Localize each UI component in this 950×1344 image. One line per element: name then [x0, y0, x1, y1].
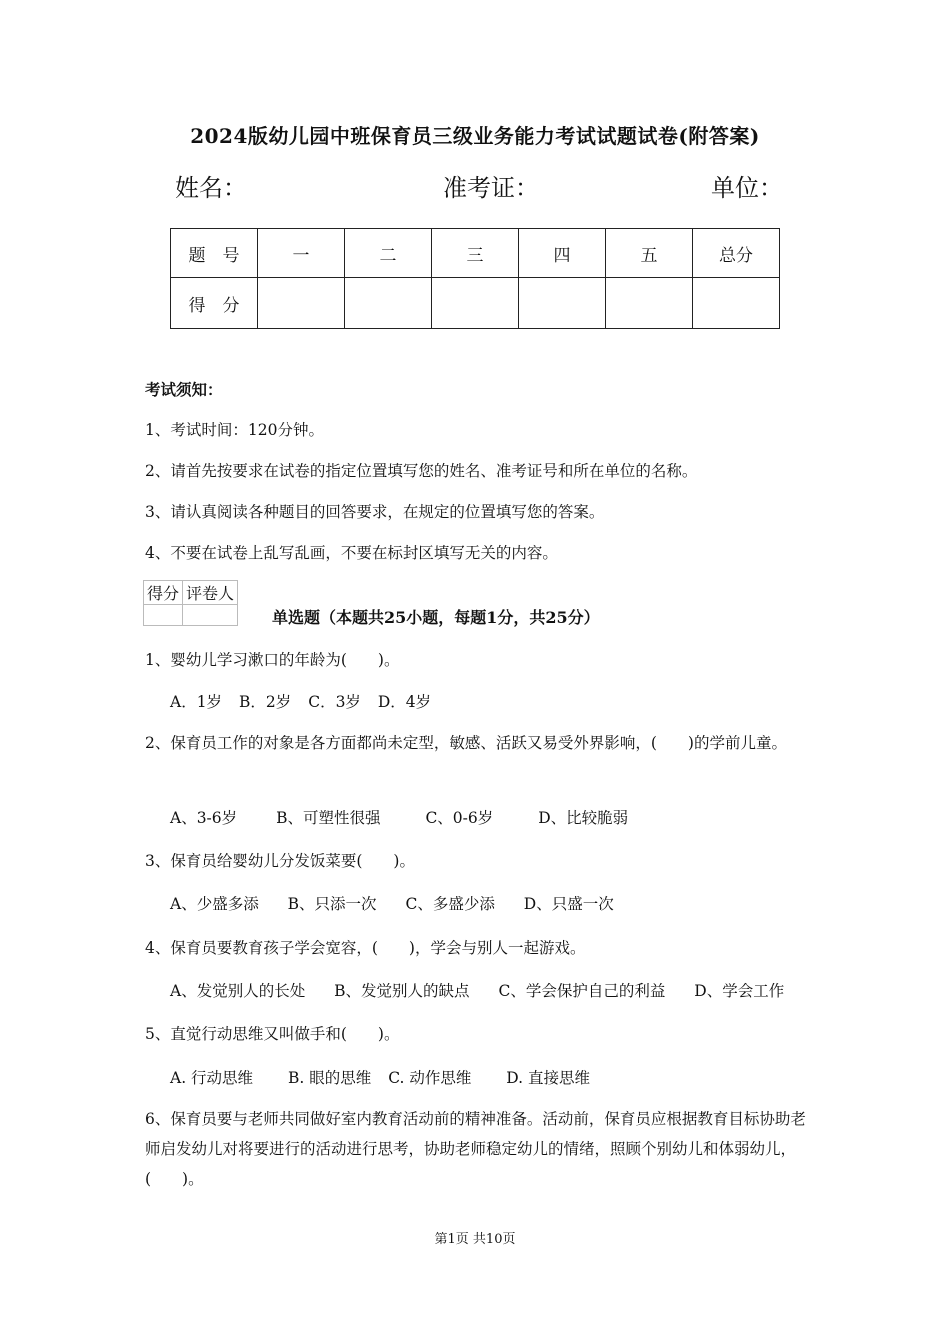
question-stem: 3、保育员给婴幼儿分发饭菜要( )。 [145, 852, 415, 870]
score-cell [432, 278, 519, 329]
question-stem: 2、保育员工作的对象是各方面都尚未定型，敏感、活跃又易受外界影响，( )的学前儿童。 [145, 734, 787, 752]
name-field-label: 姓名： [175, 174, 247, 202]
score-table [170, 228, 780, 329]
option: C、0-6岁 [425, 809, 494, 827]
score-row-label: 得 分 [171, 278, 258, 329]
score-cell [519, 278, 606, 329]
page-title: 2024版幼儿园中班保育员三级业务能力考试试题试卷(附答案) [190, 124, 760, 148]
grader-reviewer-label: 评卷人 [183, 581, 238, 605]
question-stem: 1、婴幼儿学习漱口的年龄为( )。 [145, 651, 400, 669]
notice-heading: 考试须知： [145, 380, 223, 399]
question-options [170, 690, 443, 712]
option: D．4岁 [377, 693, 432, 711]
question-options [170, 979, 796, 1001]
score-cell [693, 278, 780, 329]
score-cell [258, 278, 345, 329]
question-options [170, 1066, 602, 1088]
option: D、只盛一次 [523, 895, 614, 913]
option: C、学会保护自己的利益 [498, 982, 666, 1000]
option: B、发觉别人的缺点 [334, 982, 470, 1000]
option: B、只添一次 [287, 895, 377, 913]
option: C、多盛少添 [405, 895, 495, 913]
exam-id-field-label: 准考证： [443, 174, 539, 202]
option: A、少盛多添 [170, 895, 259, 913]
notice-item: 4、不要在试卷上乱写乱画，不要在标封区填写无关的内容。 [145, 544, 558, 562]
option: C. 动作思维 [388, 1069, 472, 1087]
score-table-header-cell: 三 [432, 229, 519, 278]
unit-field-label: 单位： [711, 174, 783, 202]
section-title: 单选题（本题共25小题，每题1分，共25分） [272, 608, 600, 627]
option: A、发觉别人的长处 [170, 982, 306, 1000]
option: A. 行动思维 [170, 1069, 254, 1087]
option: A、3-6岁 [170, 809, 238, 827]
score-table-header-cell: 五 [606, 229, 693, 278]
notice-item: 3、请认真阅读各种题目的回答要求，在规定的位置填写您的答案。 [145, 503, 605, 521]
question-stem: 5、直觉行动思维又叫做手和( )。 [145, 1025, 400, 1043]
notice-item: 1、考试时间：120分钟。 [145, 421, 324, 439]
option: A．1岁 [170, 693, 223, 711]
question-options [170, 806, 640, 828]
grader-score-label: 得分 [144, 581, 183, 605]
candidate-fields [175, 168, 785, 208]
option: D. 直接思维 [506, 1069, 591, 1087]
score-table-header-cell: 题 号 [171, 229, 258, 278]
page-footer: 第1页 共10页 [434, 1232, 516, 1247]
score-cell [345, 278, 432, 329]
option: C．3岁 [308, 693, 361, 711]
question-stem: 6、保育员要与老师共同做好室内教育活动前的精神准备。活动前，保育员应根据教育目标协助老师启发幼儿对将要进行的活动进行思考，协助老师稳定幼儿的情绪，照顾个别幼儿和体弱幼儿，( )。 [145, 1110, 806, 1188]
grader-reviewer-cell [183, 605, 238, 626]
option: B. 眼的思维 [288, 1069, 372, 1087]
score-table-header-cell: 四 [519, 229, 606, 278]
score-table-header-cell: 二 [345, 229, 432, 278]
grader-score-cell [144, 605, 183, 626]
option: B、可塑性很强 [276, 809, 381, 827]
question-options [170, 892, 626, 914]
option: D、比较脆弱 [538, 809, 629, 827]
option: D、学会工作 [694, 982, 785, 1000]
score-table-header-cell: 总分 [693, 229, 780, 278]
score-table-header-cell: 一 [258, 229, 345, 278]
score-cell [606, 278, 693, 329]
score-table-header-row [171, 229, 780, 278]
score-table-score-row [171, 278, 780, 329]
question-stem: 4、保育员要教育孩子学会宽容，( )，学会与别人一起游戏。 [145, 939, 586, 957]
grader-table [143, 580, 238, 626]
option: B．2岁 [239, 693, 292, 711]
notice-item: 2、请首先按要求在试卷的指定位置填写您的姓名、准考证号和所在单位的名称。 [145, 462, 698, 480]
